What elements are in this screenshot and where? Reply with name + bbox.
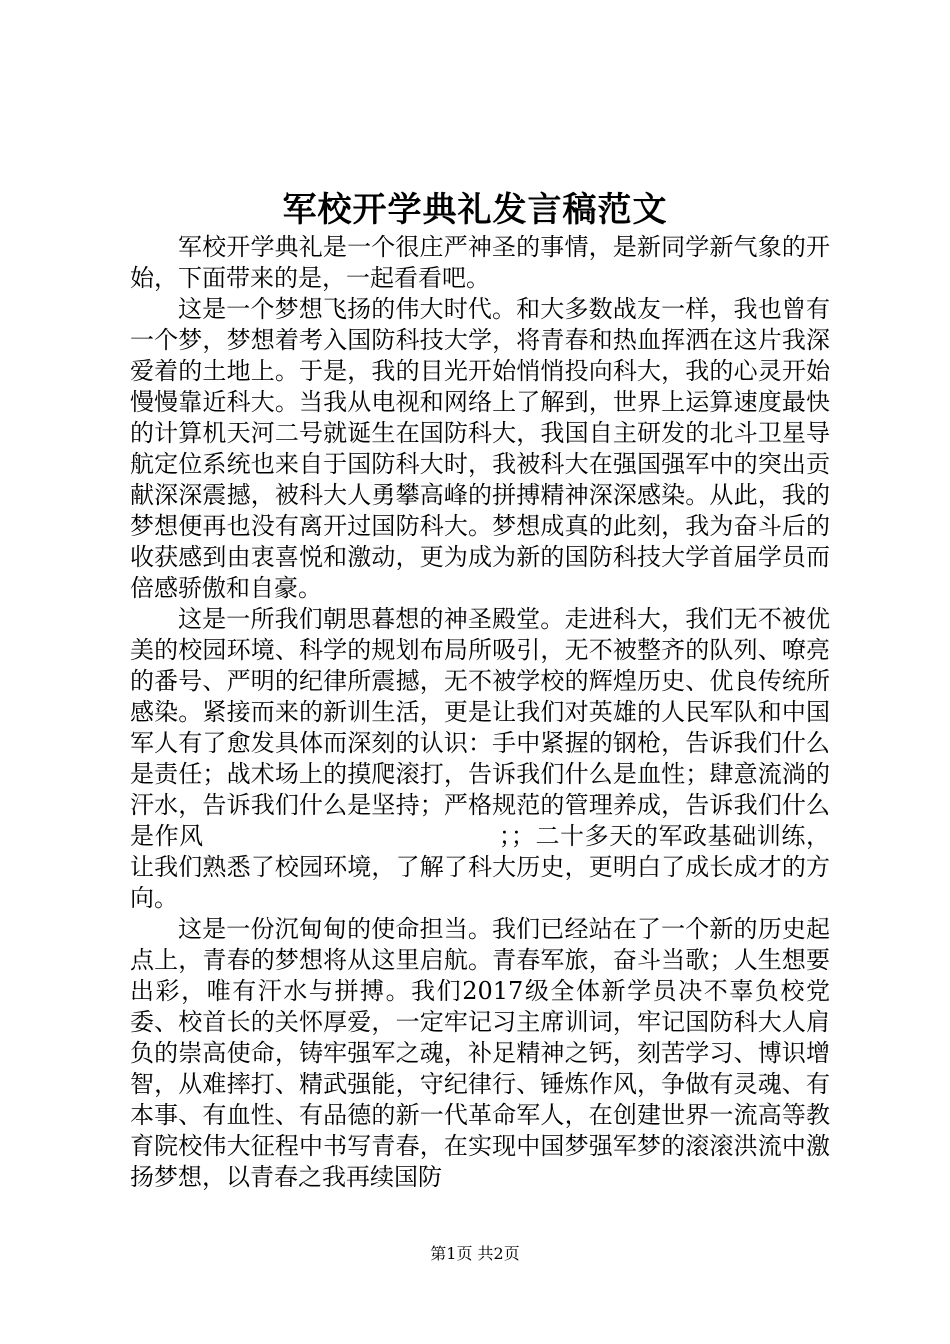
paragraph-4: 这是一份沉甸甸的使命担当。我们已经站在了一个新的历史起点上，青春的梦想将从这里启航。青春军旅，奋斗当歌；人生想要出彩，唯有汗水与拼搏。我们2017级全体新学员决不辜负校党委、校首长的关怀厚爱，一定牢记习主席训词，牢记国防科大人肩负的崇高使命，铸牢强军之魂，补足精神之钙，刻苦学习、博识增智，从难摔打、精武强能，守纪律行、锤炼作风，争做有灵魂、有本事、有血性、有品德的新一代革命军人，在创建世界一流高等教育院校伟大征程中书写青春，在实现中国梦强军梦的滚滚洪流中激扬梦想，以青春之我再续国防 <box>130 915 830 1191</box>
document-body <box>130 232 830 1193</box>
page-footer: 第1页 共2页 <box>430 1244 520 1263</box>
paragraph-3: 这是一所我们朝思暮想的神圣殿堂。走进科大，我们无不被优美的校园环境、科学的规划布局所吸引，无不被整齐的队列、嘹亮的番号、严明的纪律所震撼，无不被学校的辉煌历史、优良传统所感染。紧接而来的新训生活，更是让我们对英雄的人民军队和中国军人有了愈发具体而深刻的认识：手中紧握的钢枪，告诉我们什么是责任；战术场上的摸爬滚打，告诉我们什么是血性；肆意流淌的汗水，告诉我们什么是坚持；严格规范的管理养成，告诉我们什么是作风 ；；二十多天的军政基础训练，让我们熟悉了校园环境，了解了科大历史，更明白了成长成才的方向。 <box>130 605 830 912</box>
paragraph-1: 军校开学典礼是一个很庄严神圣的事情，是新同学新气象的开始，下面带来的是，一起看看吧。 <box>130 233 830 292</box>
paragraph-2: 这是一个梦想飞扬的伟大时代。和大多数战友一样，我也曾有一个梦，梦想着考入国防科技大学，将青春和热血挥洒在这片我深爱着的土地上。于是，我的目光开始悄悄投向科大，我的心灵开始慢慢靠近科大。当我从电视和网络上了解到，世界上运算速度最快的计算机天河二号就诞生在国防科大，我国自主研发的北斗卫星导航定位系统也来自于国防科大时，我被科大在强国强军中的突出贡献深深震撼，被科大人勇攀高峰的拼搏精神深深感染。从此，我的梦想便再也没有离开过国防科大。梦想成真的此刻，我为奋斗后的收获感到由衷喜悦和激动，更为成为新的国防科技大学首届学员而倍感骄傲和自豪。 <box>130 295 830 602</box>
document-title: 军校开学典礼发言稿范文 <box>282 190 668 230</box>
